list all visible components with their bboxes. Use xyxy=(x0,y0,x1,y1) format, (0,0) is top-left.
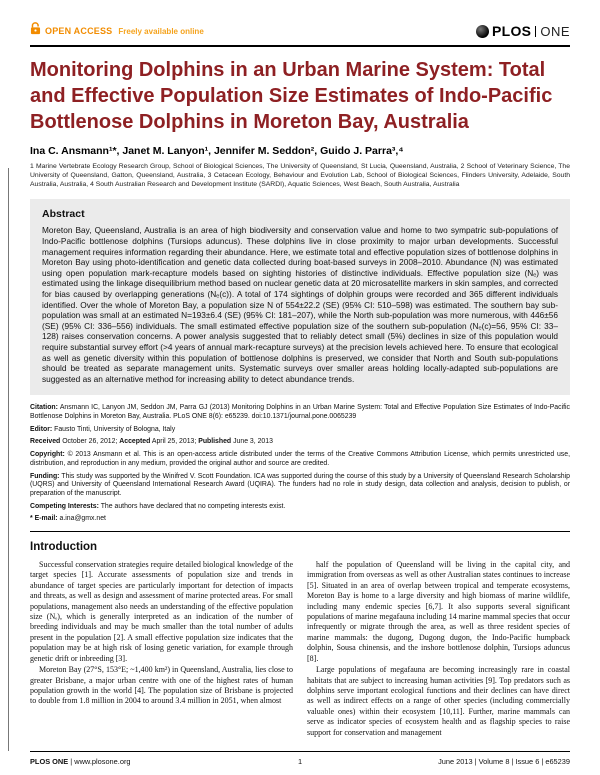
editor-text: Fausto Tinti, University of Bologna, Italy xyxy=(54,425,176,433)
received-label: Received xyxy=(30,438,61,446)
footer-journal-name: PLOS ONE xyxy=(30,757,69,766)
competing-interests-label: Competing Interests: xyxy=(30,502,99,510)
body-paragraph: Large populations of megafauna are becoming increasingly rare in coastal habitats that are subject to increasing human activities [9]. Top predators such as dolphins serve important ecological functions and their declines can have direct as well as indirect effects on a range of other species (including commercially valuable ones) within their ecosystem [10,11]. Further, marine mammals can serve as indicator species of ecosystem health and as flagship species to raise support for conservation and management xyxy=(307,665,570,737)
right-column xyxy=(307,560,570,738)
footer-journal xyxy=(30,757,298,766)
left-column xyxy=(30,560,293,738)
affiliations: 1 Marine Vertebrate Ecology Research Group, School of Biological Sciences, The University of Queensland, St Lucia, Queensland, Australia, 2 School of Veterinary Science, The University of Queensland, Gatton, Queensland, Australia, 3 Cetacean Ecology, Behaviour and Evolution Lab, School of Biological Sciences, Flinders University, Adelaide, South Australia, Australia, 4 South Australian Research and Development Institute (SARDI), Aquatic Sciences, West Beach, South Australia, Australia xyxy=(30,163,570,188)
article-title: Monitoring Dolphins in an Urban Marine System: Total and Effective Population Size Estimates of Indo-Pacific Bottlenose Dolphins in Moreton Bay, Australia xyxy=(30,59,553,133)
masthead xyxy=(30,22,570,40)
introduction-section xyxy=(30,541,570,738)
introduction-heading: Introduction xyxy=(30,541,98,554)
open-access-icon xyxy=(30,22,41,40)
two-column-body xyxy=(30,560,570,738)
page-number: 1 xyxy=(297,757,303,766)
logo-divider xyxy=(535,26,536,37)
freely-available-label: Freely available online xyxy=(118,26,204,36)
editor-line xyxy=(30,426,570,435)
page-footer xyxy=(0,751,600,775)
body-paragraph: half the population of Queensland will be living in the capital city, and immigration from overseas as well as other Australian states continues to increase [5]. Situated in an area of overlap between tropical and temperate ecosystems, Moreton Bay is home to a large diversity and high biomass of marine wildlife, including many endemic species [6,7]. It also supports several significant populations of marine megafauna including 14 marine mammal species that occur infrequently or migrate through the area, as well as three resident species of marine mammals: the dugong, Dugong dugon, the Indo-Pacific humpback dolphin, Sousa chinensis, and the inshore bottlenose dolphin, Tursiops aduncus [8]. xyxy=(307,560,570,663)
competing-interests-text: The authors have declared that no competing interests exist. xyxy=(100,502,286,510)
author-list: Ina C. Ansmann¹*, Janet M. Lanyon¹, Jennifer M. Seddon², Guido J. Parra³,⁴ xyxy=(30,145,404,157)
history-line xyxy=(30,438,570,447)
email-line xyxy=(30,515,570,524)
logo-one-text: ONE xyxy=(540,23,570,39)
funding-label: Funding: xyxy=(30,472,60,480)
abstract-box xyxy=(30,199,570,395)
citation-text: Ansmann IC, Lanyon JM, Seddon JM, Parra GJ (2013) Monitoring Dolphins in an Urban Marine System: Total and Effective Population Size Estimates of Indo-Pacific Bottlenose Dolphins in Moreton Bay, Australia. PLoS ONE 8(6): e65239. doi:10.1371/journal.pone.0065239 xyxy=(30,404,570,420)
footer-journal-url: | www.plosone.org xyxy=(68,757,131,766)
competing-interests-line xyxy=(30,503,570,512)
logo-plos-text: PLOS xyxy=(492,23,532,39)
footer-issue-info: June 2013 | Volume 8 | Issue 6 | e65239 xyxy=(438,757,570,766)
plos-globe-icon xyxy=(476,25,489,38)
email-link[interactable]: a.ina@gmx.net xyxy=(59,515,106,523)
accepted-date: April 25, 2013; xyxy=(151,438,197,446)
email-label: * E-mail: xyxy=(30,515,58,523)
accepted-label: Accepted xyxy=(119,438,151,446)
editor-label: Editor: xyxy=(30,425,53,433)
open-access-label: OPEN ACCESS xyxy=(45,26,113,36)
body-paragraph: Moreton Bay (27°S, 153°E; ~1,400 km²) in Queensland, Australia, lies close to greater Brisbane, a major urban centre with one of the highest rates of human population growth in the world [4]. The population size of Brisbane is projected to double from 1.8 million in 2004 to around 3.4 million in 2051, when almost xyxy=(30,665,293,706)
published-label: Published xyxy=(198,438,232,446)
abstract-heading: Abstract xyxy=(42,208,85,221)
abstract-text: Moreton Bay, Queensland, Australia is an area of high biodiversity and conservation value and home to two sympatric sub-populations of Indo-Pacific bottlenose dolphins (Tursiops aduncus). These dolphins live in close proximity to major urban developments. Successful management requires information regarding their abundance. Here, we estimate total and effective population sizes of bottlenose dolphins in Moreton Bay using photo-identification and genetic data collected during boat-based surveys in 2008–2010. Abundance (N) was estimated using open population mark-recapture models based on sighting histories of distinctive individuals. Effective population size (Nₑ) was estimated using the linkage disequilibrium method based on nuclear genetic data at 20 microsatellite markers in skin samples, and corrected for bias caused by overlapping generations (Nₑ(c)). A total of 174 sightings of dolphin groups were recorded and 365 different individuals identified. Over the whole of Moreton Bay, a population size N of 554±22.2 (SE) (95% CI: 510–598) was estimated. The southern bay sub-population was small at an estimated N=193±6.4 (SE) (95% CI: 181–207), while the North sub-population was more numerous, with 446±56 (SE) (95% CI: 336–556) individuals. The small estimated effective population size of the southern sub-population (Nₑ(c)=56, 95% CI: 33–128) raises conservation concerns. A power analysis suggested that to reliably detect small (5%) declines in size of this population would require substantial survey effort (>4 years of annual mark-recapture surveys) at the precision levels achieved here. To ensure that ecological as well as genetic diversity within this population of bottlenose dolphins is preserved, we consider that North and South sub-populations should be treated as separate management units. Systematic surveys over smaller areas holding locally-adapted sub-populations are suggested as an alternative method for increasing ability to detect abundance trends. xyxy=(42,225,558,384)
body-paragraph: Successful conservation strategies require detailed biological knowledge of the target species [1]. Accurate assessments of population size and trends in abundance of target species are particularly important for detection of impacts and threats, as well as design and assessment of marine protected areas. For small populations, management also needs an understanding of the effective population size (Nₑ), which is generally interpreted as an indication of the number of breeding individuals and may be much smaller than the total number of adults present in the population [2]. A small effective population size indicates that the population may be at high risk of losing genetic variation, for example through genetic drift or inbreeding [3]. xyxy=(30,560,293,663)
funding-line xyxy=(30,473,570,499)
copyright-line xyxy=(30,451,570,468)
body-divider-rule xyxy=(30,531,570,532)
citation-label: Citation: xyxy=(30,404,58,412)
footer-row xyxy=(30,751,570,766)
published-date: June 3, 2013 xyxy=(233,438,273,446)
left-margin-line xyxy=(8,168,9,764)
funding-text: This study was supported by the Winifred V. Scott Foundation. ICA was supported during the course of this study by a University of Queensland Research Scholarship (UQRS) and University of Queensland International Research Award (UQIRA). The funders had no role in study design, data collection and analysis, decision to publish, or preparation of the manuscript. xyxy=(30,472,570,497)
open-access-badge xyxy=(30,22,204,40)
copyright-label: Copyright: xyxy=(30,451,65,459)
copyright-text: © 2013 Ansmann et al. This is an open-access article distributed under the terms of the Creative Commons Attribution License, which permits unrestricted use, distribution, and reproduction in any medium, provided the original author and source are credited. xyxy=(30,451,570,467)
front-matter xyxy=(30,404,570,524)
received-date: October 26, 2012; xyxy=(62,438,118,446)
citation-line xyxy=(30,404,570,421)
plos-one-logo xyxy=(476,23,570,39)
masthead-rule xyxy=(30,45,570,47)
